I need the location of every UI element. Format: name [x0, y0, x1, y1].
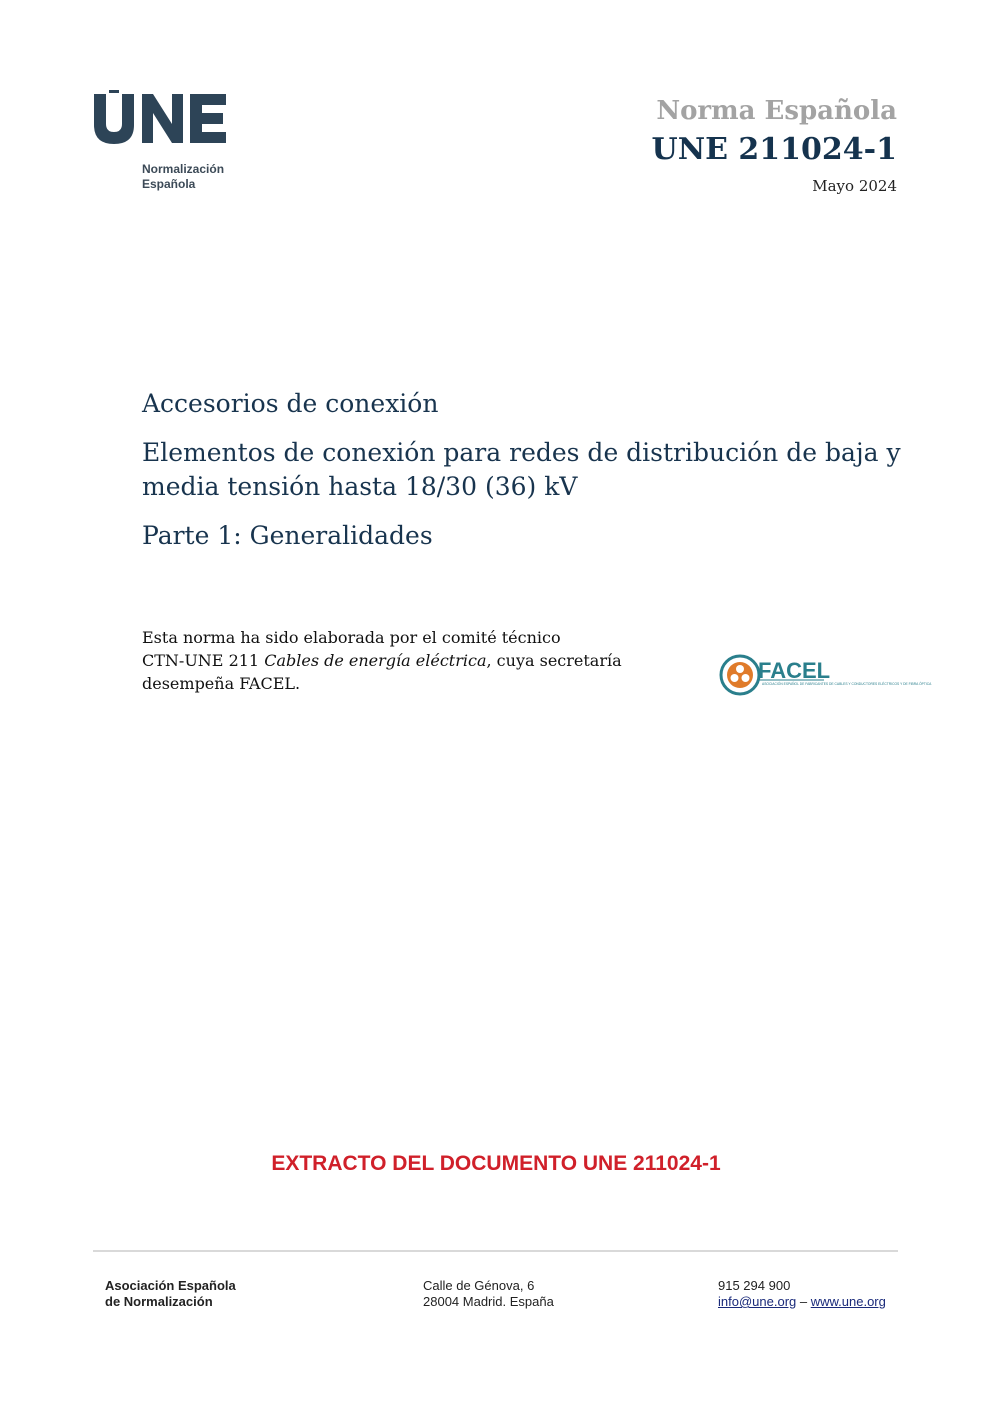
une-logo-mark [92, 88, 232, 150]
facel-tagline: ASOCIACIÓN ESPAÑOL DE FABRICANTES DE CABLES Y CONDUCTORES ELÉCTRICOS Y DE FIBRA ÓPTICA [762, 682, 932, 686]
norma-date: Mayo 2024 [812, 177, 897, 195]
footer-phone: 915 294 900 [718, 1278, 791, 1293]
title-part: Parte 1: Generalidades [142, 521, 433, 550]
committee-prefix: CTN-UNE 211 [142, 651, 265, 670]
extract-notice: EXTRACTO DEL DOCUMENTO UNE 211024-1 [271, 1152, 721, 1175]
committee-text [142, 626, 682, 695]
norma-code: UNE 211024-1 [651, 132, 897, 167]
norma-label: Norma Española [656, 96, 897, 126]
website-link[interactable]: www.une.org [810, 1294, 886, 1309]
committee-line2 [142, 649, 682, 672]
footer-address-line2: 28004 Madrid. España [423, 1294, 554, 1309]
footer-address-line1: Calle de Génova, 6 [423, 1278, 535, 1293]
facel-wordmark: FACEL [758, 658, 831, 683]
logo-subtitle-line1: Normalización [142, 162, 225, 176]
title-main: Elementos de conexión para redes de distribución de baja y media tensión hasta 18/30 (36) kV [142, 438, 901, 501]
footer-org-line2: de Normalización [105, 1294, 213, 1309]
facel-logo-mark [718, 651, 932, 699]
footer-address [423, 1278, 554, 1310]
committee-suffix: , cuya secretaría [486, 651, 622, 670]
footer-org-line1: Asociación Española [105, 1278, 236, 1293]
email-link[interactable]: info@une.org [718, 1294, 797, 1309]
footer-contact [718, 1278, 886, 1310]
footer-links [718, 1294, 886, 1310]
footer-separator: – [796, 1294, 811, 1309]
une-logo [92, 88, 252, 198]
logo-subtitle-line2: Española [142, 177, 196, 191]
committee-name: Cables de energía eléctrica [264, 651, 487, 670]
committee-line3: desempeña FACEL. [142, 674, 301, 693]
footer-divider [93, 1250, 898, 1252]
footer-organization [105, 1278, 236, 1310]
committee-line1: Esta norma ha sido elaborada por el comité técnico [142, 628, 561, 647]
facel-logo [718, 651, 932, 699]
title-topic: Accesorios de conexión [142, 389, 439, 418]
